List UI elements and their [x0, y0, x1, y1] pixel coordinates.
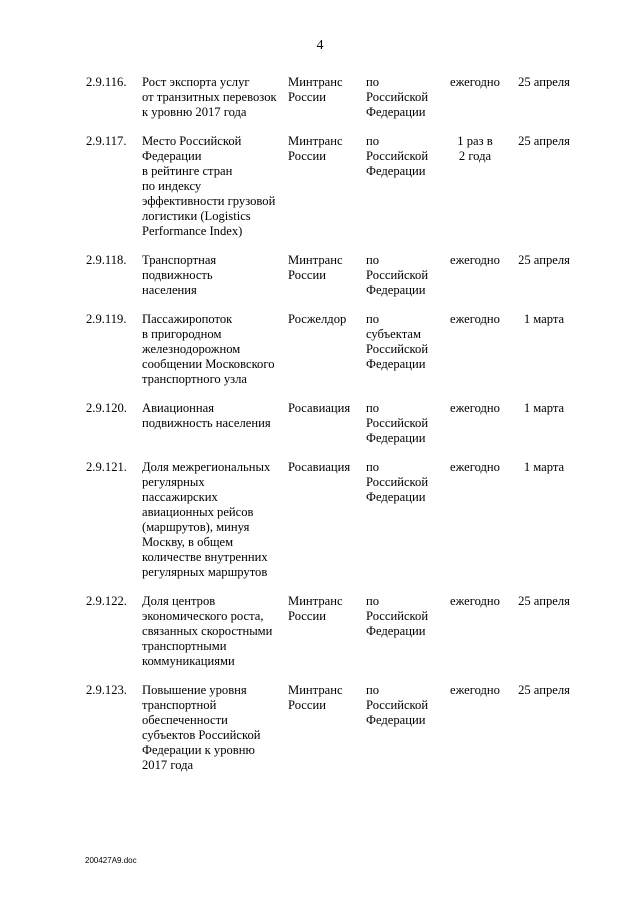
indicator-name — [142, 75, 277, 120]
responsible-agency-line: Росавиация — [288, 460, 351, 474]
indicator-name — [142, 594, 272, 669]
aggregation-level-line: Федерации — [366, 283, 426, 297]
responsible-agency-line: России — [288, 609, 326, 623]
aggregation-level — [366, 253, 428, 298]
indicator-name-line: количестве внутренних — [142, 550, 268, 564]
aggregation-level-line: Федерации — [366, 713, 426, 727]
frequency-line: ежегодно — [450, 401, 500, 415]
indicator-name-line: Авиационная — [142, 401, 215, 415]
indicator-name — [142, 683, 261, 773]
row-number: 2.9.121. — [86, 460, 127, 474]
indicator-name-line: регулярных маршрутов — [142, 565, 268, 579]
indicator-name-line: субъектов Российской — [142, 728, 261, 742]
indicator-name-line: подвижность населения — [142, 416, 271, 430]
deadline-date: 1 марта — [523, 312, 565, 326]
responsible-agency-line: Росавиация — [288, 401, 351, 415]
deadline-date: 1 марта — [523, 401, 565, 415]
indicator-name-line: транспортной — [142, 698, 217, 712]
deadline-date: 25 апреля — [518, 75, 570, 89]
aggregation-level-line: Российской — [366, 416, 429, 430]
aggregation-level-line: Федерации — [366, 624, 426, 638]
responsible-agency — [288, 253, 343, 283]
responsible-agency-line: Минтранс — [288, 594, 343, 608]
indicator-name-line: связанных скоростными — [142, 624, 273, 638]
frequency-line: ежегодно — [450, 683, 500, 697]
aggregation-level-line: по — [366, 683, 380, 697]
indicator-name-line: Транспортная — [142, 253, 217, 267]
aggregation-level-line: Российской — [366, 609, 429, 623]
aggregation-level — [366, 312, 428, 372]
indicator-name-line: пассажирских — [142, 490, 218, 504]
indicator-name-line: по индексу — [142, 179, 202, 193]
aggregation-level-line: Российской — [366, 475, 429, 489]
aggregation-level-line: Российской — [366, 268, 429, 282]
responsible-agency-line: Минтранс — [288, 253, 343, 267]
indicator-name-line: Рост экспорта услуг — [142, 75, 250, 89]
indicator-name-line: авиационных рейсов — [142, 505, 254, 519]
aggregation-level-line: по — [366, 594, 380, 608]
indicator-name-line: логистики (Logistics — [142, 209, 251, 223]
row-number: 2.9.123. — [86, 683, 127, 697]
indicator-name-line: Доля центров — [142, 594, 216, 608]
indicator-name-line: населения — [142, 283, 197, 297]
frequency — [444, 312, 506, 327]
indicator-name-line: от транзитных перевозок — [142, 90, 277, 104]
aggregation-level-line: по — [366, 75, 380, 89]
indicator-name-line: Повышение уровня — [142, 683, 247, 697]
indicator-name-line: коммуникациями — [142, 654, 235, 668]
row-number: 2.9.117. — [86, 134, 127, 148]
aggregation-level-line: по — [366, 312, 380, 326]
document-filename: 200427A9.doc — [85, 856, 137, 865]
page-number: 4 — [316, 38, 324, 53]
indicator-name — [142, 134, 275, 239]
deadline-date: 25 апреля — [518, 594, 570, 608]
row-number: 2.9.118. — [86, 253, 127, 267]
frequency — [444, 594, 506, 609]
aggregation-level-line: Российской — [366, 90, 429, 104]
indicator-name-line: эффективности грузовой — [142, 194, 276, 208]
indicator-name-line: железнодорожном — [142, 342, 241, 356]
indicator-name — [142, 401, 271, 431]
indicator-name-line: 2017 года — [142, 758, 194, 772]
indicator-name-line: экономического роста, — [142, 609, 264, 623]
row-number: 2.9.119. — [86, 312, 127, 326]
aggregation-level-line: по — [366, 253, 380, 267]
frequency-line: 1 раз в — [457, 134, 493, 148]
responsible-agency — [288, 134, 343, 164]
aggregation-level — [366, 460, 428, 505]
aggregation-level-line: Российской — [366, 698, 429, 712]
indicator-name — [142, 253, 216, 298]
frequency-line: ежегодно — [450, 460, 500, 474]
indicator-name-line: регулярных — [142, 475, 205, 489]
frequency — [444, 683, 506, 698]
row-number: 2.9.122. — [86, 594, 127, 608]
deadline-date: 25 апреля — [518, 683, 570, 697]
deadline-date: 25 апреля — [518, 253, 570, 267]
responsible-agency-line: России — [288, 149, 326, 163]
responsible-agency-line: Минтранс — [288, 75, 343, 89]
responsible-agency-line: Росжелдор — [288, 312, 347, 326]
responsible-agency-line: Минтранс — [288, 683, 343, 697]
indicator-name — [142, 312, 275, 387]
frequency-line: ежегодно — [450, 75, 500, 89]
indicator-name-line: Москву, в общем — [142, 535, 234, 549]
responsible-agency — [288, 594, 343, 624]
aggregation-level-line: субъектам — [366, 327, 421, 341]
indicator-name-line: (маршрутов), минуя — [142, 520, 250, 534]
aggregation-level-line: Федерации — [366, 490, 426, 504]
aggregation-level-line: Российской — [366, 342, 429, 356]
indicator-name-line: подвижность — [142, 268, 213, 282]
aggregation-level-line: по — [366, 460, 380, 474]
aggregation-level-line: Федерации — [366, 105, 426, 119]
row-number: 2.9.116. — [86, 75, 127, 89]
aggregation-level-line: Федерации — [366, 431, 426, 445]
aggregation-level — [366, 683, 428, 728]
responsible-agency — [288, 75, 343, 105]
responsible-agency — [288, 312, 346, 327]
responsible-agency-line: России — [288, 268, 326, 282]
indicator-name-line: транспортными — [142, 639, 227, 653]
deadline-date: 25 апреля — [518, 134, 570, 148]
row-number: 2.9.120. — [86, 401, 127, 415]
indicator-name-line: Performance Index) — [142, 224, 243, 238]
frequency — [444, 460, 506, 475]
aggregation-level — [366, 401, 428, 446]
aggregation-level-line: Федерации — [366, 357, 426, 371]
responsible-agency-line: России — [288, 698, 326, 712]
indicator-name-line: в рейтинге стран — [142, 164, 233, 178]
indicator-name-line: Место Российской — [142, 134, 242, 148]
frequency — [444, 401, 506, 416]
indicator-name-line: обеспеченности — [142, 713, 228, 727]
responsible-agency-line: Минтранс — [288, 134, 343, 148]
indicator-name-line: Федерации — [142, 149, 202, 163]
aggregation-level-line: Российской — [366, 149, 429, 163]
aggregation-level-line: по — [366, 401, 380, 415]
deadline-date: 1 марта — [523, 460, 565, 474]
indicator-name-line: сообщении Московского — [142, 357, 275, 371]
frequency-line: ежегодно — [450, 312, 500, 326]
frequency-line: ежегодно — [450, 594, 500, 608]
frequency — [444, 134, 506, 164]
indicator-name — [142, 460, 270, 580]
aggregation-level — [366, 134, 428, 179]
responsible-agency — [288, 460, 350, 475]
responsible-agency — [288, 683, 343, 713]
aggregation-level — [366, 75, 428, 120]
frequency — [444, 75, 506, 90]
frequency-line: 2 года — [458, 149, 492, 163]
indicator-name-line: транспортного узла — [142, 372, 248, 386]
indicator-name-line: Доля межрегиональных — [142, 460, 271, 474]
frequency-line: ежегодно — [450, 253, 500, 267]
aggregation-level — [366, 594, 428, 639]
indicator-name-line: Пассажиропоток — [142, 312, 233, 326]
frequency — [444, 253, 506, 268]
indicator-name-line: к уровню 2017 года — [142, 105, 247, 119]
responsible-agency — [288, 401, 350, 416]
aggregation-level-line: Федерации — [366, 164, 426, 178]
indicator-name-line: Федерации к уровню — [142, 743, 255, 757]
responsible-agency-line: России — [288, 90, 326, 104]
indicator-name-line: в пригородном — [142, 327, 222, 341]
aggregation-level-line: по — [366, 134, 380, 148]
